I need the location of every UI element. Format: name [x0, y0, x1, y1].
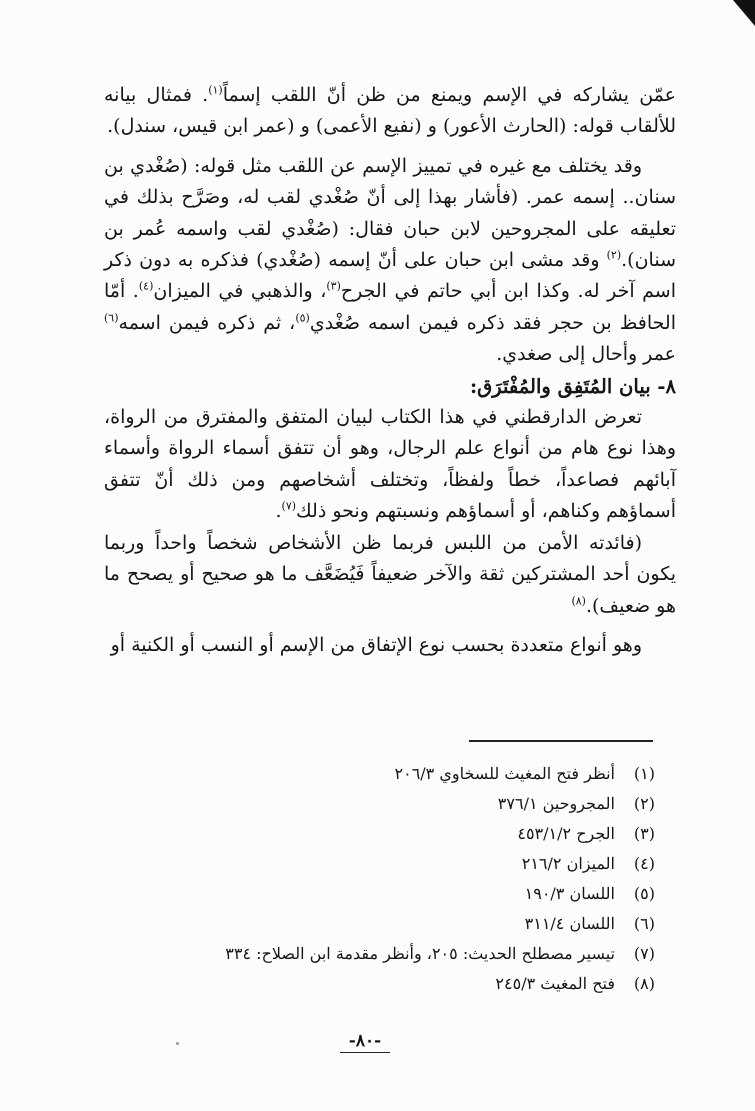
footnote-ref-6[interactable]: (٦) [104, 311, 119, 325]
paragraph-2-seg1: وقد يختلف مع غيره في تمييز الإسم عن اللقب مثل قوله: (صُغْدي بن سنان.. إسمه عمر. (فأشار بهذا إلى أنّ صُغْدي لقب له، وصَرَّح بذلك في تعليقه على المجروحين لابن حبان فقال: (صُغْدي لقب واسمه عُمر بن سنان). [104, 154, 676, 272]
footnote-number: (٦) [633, 914, 655, 933]
footnote-item [95, 759, 655, 789]
paragraph-2 [104, 151, 676, 371]
footnote-item [95, 909, 655, 939]
footnote-item [95, 939, 655, 969]
footnote-ref-2[interactable]: (٢) [606, 248, 622, 262]
paragraph-1 [104, 80, 676, 143]
scan-speck [176, 1042, 179, 1045]
section-heading: ٨- بيان المُتَفِق والمُفْتَرَق: [469, 374, 676, 398]
paragraph-1-text: عمّن يشاركه في الإسم ويمنع من ظن أنّ اللقب إسماً [222, 84, 676, 106]
paragraph-2-seg3: ، والذهبي في الميزان [153, 280, 327, 303]
paragraph-4-text: (فائدته الأمن من اللبس فربما ظن الأشخاص شخصاً واحداً وربما يكون أحد المشتركين ثقة والآخر ضعيفاً فَيُضَعَّف ما هو صحيح أو يصحح ما هو ضعيف). [104, 531, 676, 617]
paragraph-2-seg2: وقد مشى ابن حبان على أنّ إسمه (صُغْدي) فذكره به دون ذكر اسم آخر له. وكذا ابن أبي حاتم في الجرح [104, 249, 676, 303]
paragraph-4 [104, 528, 676, 622]
footnote-ref-4[interactable]: (٤) [138, 280, 154, 294]
footnote-text: تيسير مصطلح الحديث: ٢٠٥، وأنظر مقدمة ابن الصلاح: ٣٣٤ [225, 944, 615, 963]
footnote-number: (١) [633, 764, 655, 783]
footnote-text: الميزان ٢١٦/٢ [521, 854, 615, 873]
page-number: -٨٠- [340, 1030, 390, 1053]
footnote-number: (٧) [633, 944, 655, 963]
footnotes-list [95, 759, 655, 999]
footnote-ref-8[interactable]: (٨) [571, 594, 586, 608]
footnote-ref-1[interactable]: (١) [208, 83, 223, 97]
footnote-number: (٣) [633, 824, 655, 843]
paragraph-3-text: تعرض الدارقطني في هذا الكتاب لبيان المتفق والمفترق من الرواة، وهذا نوع هام من أنواع علم الرجال، وهو أن تتفق أسماء الرواة وأسماء آبائهم فصاعداً، خطاً ولفظاً، وتختلف أشخاصهم ومن ذلك أنّ تتفق أسماؤهم وكناهم، أو أسماؤهم ونسبتهم ونحو ذلك [104, 406, 676, 523]
paragraph-5: وهو أنواع متعددة بحسب نوع الإتفاق من الإسم أو النسب أو الكنية أو [110, 633, 642, 656]
footnote-ref-5[interactable]: (٥) [295, 311, 310, 325]
footnote-divider [469, 740, 653, 742]
footnote-ref-3[interactable]: (٣) [326, 280, 341, 294]
paragraph-2-seg6: عمر وأحال إلى صغدي. [496, 343, 676, 366]
page-corner-mark [733, 0, 755, 26]
footnote-item [95, 969, 655, 999]
footnote-text: المجروحين ٣٧٦/١ [497, 794, 615, 813]
footnote-text: فتح المغيث ٢٤٥/٣ [495, 974, 615, 993]
footnote-number: (٢) [633, 794, 655, 813]
footnote-number: (٥) [633, 884, 655, 903]
footnote-item [95, 879, 655, 909]
footnote-ref-7[interactable]: (٧) [281, 499, 297, 513]
footnote-text: اللسان ١٩٠/٣ [524, 884, 615, 903]
paragraph-1-text-end: . فمثال بيانه للألقاب قوله: (الحارث الأعور) و (نفيع الأعمى) و (عمر ابن قيس، سندل). [104, 84, 676, 138]
page-body [104, 80, 676, 669]
paragraph-3 [104, 402, 676, 528]
paragraph-2-seg5: ، ثم ذكره فيمن اسمه [118, 311, 296, 334]
footnote-text: أنظر فتح المغيث للسخاوي ٢٠٦/٣ [394, 764, 615, 783]
footnote-text: اللسان ٣١١/٤ [524, 914, 615, 933]
footnote-item [95, 819, 655, 849]
paragraph-3-end: . [275, 500, 282, 523]
footnote-text: الجرح ٤٥٣/١/٢ [517, 824, 615, 843]
footnote-number: (٨) [633, 974, 655, 993]
footnote-number: (٤) [633, 854, 655, 873]
footnote-item [95, 849, 655, 879]
paragraph-2-seg4: . أمّا الحافظ بن حجر فقد ذكره فيمن اسمه صُغْدي [104, 280, 676, 334]
footnote-item [95, 789, 655, 819]
